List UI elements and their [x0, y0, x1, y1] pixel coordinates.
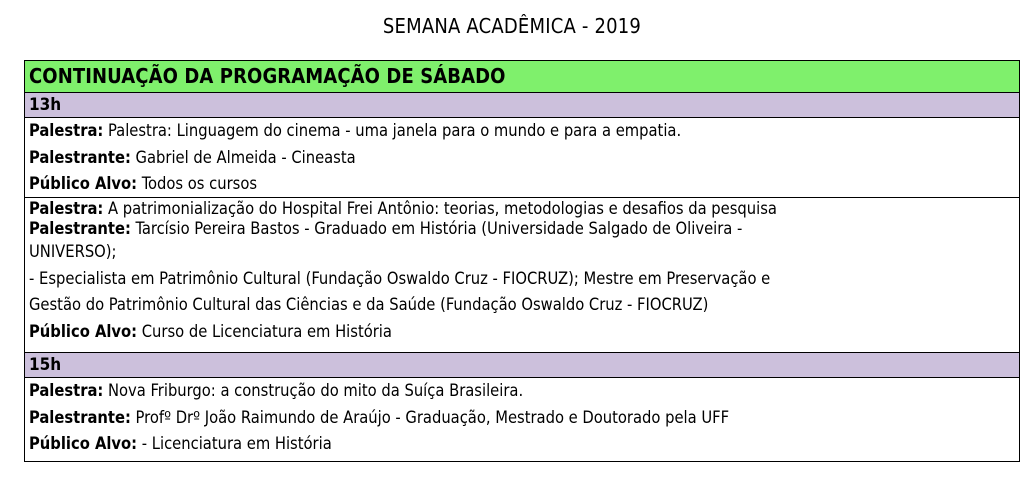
speaker-name: Tarcísio Pereira Bastos - Graduado em História (Universidade Salgado de Oliveira -: [130, 219, 743, 238]
talk-line: [29, 378, 1019, 405]
audience-line: [29, 171, 1019, 198]
page-title: SEMANA ACADÊMICA - 2019: [382, 14, 642, 38]
speaker-name: Gabriel de Almeida - Cineasta: [130, 147, 356, 167]
audience-value: Curso de Licenciatura em História: [137, 321, 392, 341]
audience-line: [29, 319, 1019, 346]
speaker-label: Palestrante:: [29, 219, 131, 238]
time-slot-header: 13h: [25, 93, 1019, 118]
talk-block: [25, 198, 1019, 353]
audience-label: Público Alvo:: [29, 174, 138, 193]
time-slot-header: 15h: [25, 353, 1019, 378]
speaker-line: [29, 219, 1019, 239]
audience-label: Público Alvo:: [29, 321, 138, 341]
talk-title: Nova Friburgo: a construção do mito da Suíça Brasileira.: [103, 381, 524, 400]
speaker-continuation: - Especialista em Patrimônio Cultural (Fundação Oswaldo Cruz - FIOCRUZ); Mestre em Preservação e: [29, 268, 771, 288]
talk-title: Palestra: Linguagem do cinema - uma janela para o mundo e para a empatia.: [103, 121, 682, 140]
talk-label: Palestra:: [29, 121, 104, 140]
speaker-label: Palestrante:: [29, 147, 131, 167]
audience-value: Todos os cursos: [137, 174, 258, 193]
speaker-name: Profº Drº João Raimundo de Araújo - Graduação, Mestrado e Doutorado pela UFF: [130, 407, 730, 427]
speaker-line: [29, 405, 1019, 432]
section-header: CONTINUAÇÃO DA PROGRAMAÇÃO DE SÁBADO: [25, 61, 1019, 93]
talk-line: [29, 199, 1019, 219]
talk-block: [25, 118, 1019, 198]
speaker-line: [29, 145, 1019, 172]
speaker-continuation: UNIVERSO);: [29, 242, 117, 261]
audience-label: Público Alvo:: [29, 434, 138, 453]
speaker-continuation: Gestão do Patrimônio Cultural das Ciências e da Saúde (Fundação Oswaldo Cruz - FIOCRUZ): [29, 295, 709, 314]
audience-line: [29, 431, 1019, 458]
audience-value: - Licenciatura em História: [137, 434, 332, 453]
schedule-table: [24, 60, 1020, 462]
talk-block: [25, 378, 1019, 461]
speaker-label: Palestrante:: [29, 407, 131, 427]
talk-label: Palestra:: [29, 199, 104, 218]
talk-label: Palestra:: [29, 381, 104, 400]
talk-title: A patrimonialização do Hospital Frei Antônio: teorias, metodologias e desafios da pesquisa: [103, 199, 777, 218]
talk-line: [29, 118, 1019, 145]
